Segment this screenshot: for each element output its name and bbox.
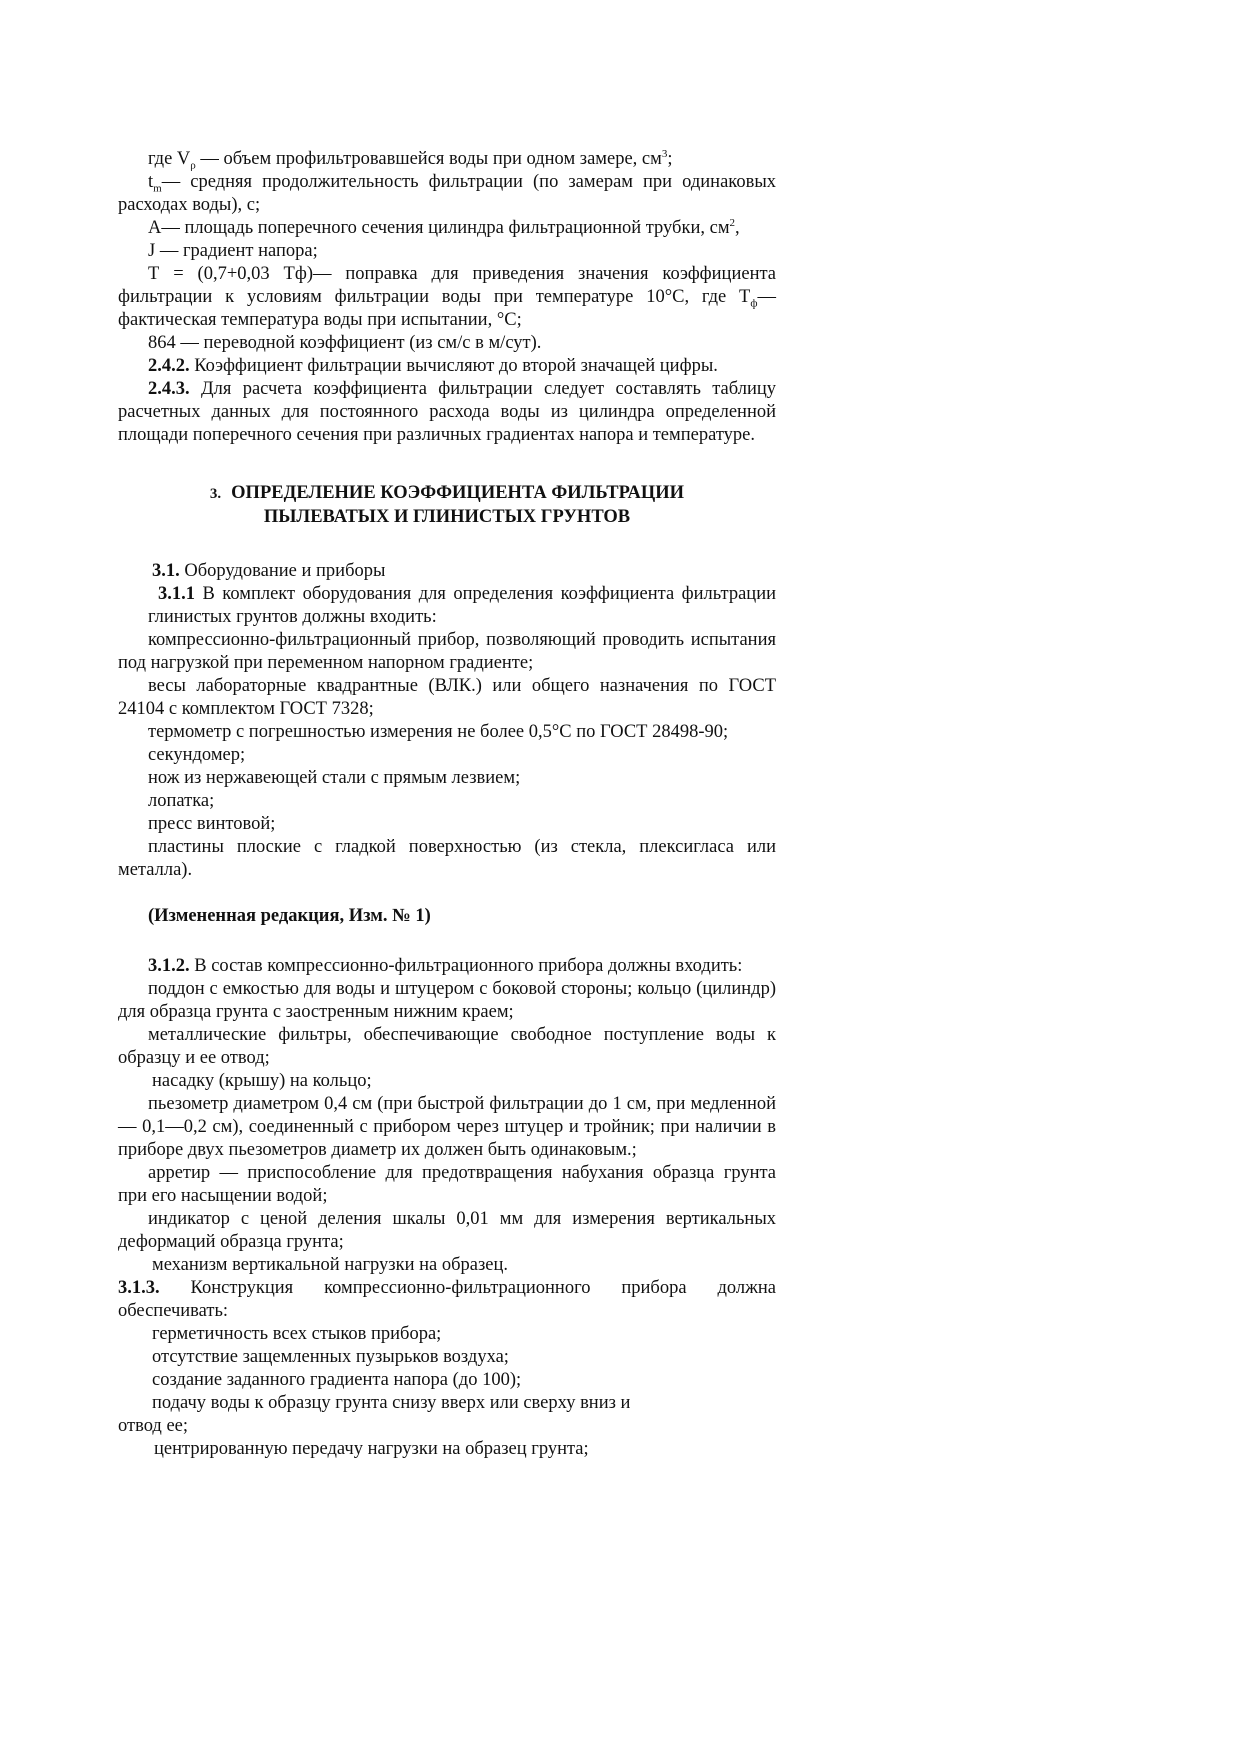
- list-item: центрированную передачу нагрузки на образец грунта;: [154, 1439, 589, 1459]
- list-item: пластины плоские с гладкой поверхностью (из стекла, плексигласа или металла).: [118, 837, 776, 880]
- clause-3-1-2: 3.1.2. В состав компрессионно-фильтрационного прибора должны входить:: [148, 956, 743, 976]
- spacer: [118, 447, 776, 470]
- list-item: нож из нержавеющей стали с прямым лезвием;: [148, 768, 521, 788]
- list-item: пьезометр диаметром 0,4 см (при быстрой фильтрации до 1 см, при медленной — 0,1—0,2 см), соединенный с прибором через штуцер и тройник; при наличии в приборе двух пьезометров диаметр их должен быть одинаковым.;: [118, 1094, 776, 1160]
- list-item: арретир — приспособление для предотвращения набухания образца грунта при его насыщении водой;: [118, 1163, 776, 1206]
- definition-864: 864 — переводной коэффициент (из см/с в м/сут).: [148, 333, 542, 353]
- definition-vp: где $V_\rho$ — объем профильтровавшейся воды при одном замере, $см^3$;: [148, 147, 673, 172]
- clause-3-1-3: 3.1.3. Конструкция компрессионно-фильтрационного прибора должна обеспечивать:: [118, 1278, 776, 1321]
- clause-2-4-3: 2.4.3. Для расчета коэффициента фильтрации следует составлять таблицу расчетных данных для постоянного расхода воды из цилиндра определенной площади поперечного сечения при различных градиентах напора и температуре.: [118, 379, 776, 445]
- list-item: подачу воды к образцу грунта снизу вверх или сверху вниз и: [152, 1393, 631, 1413]
- document-page: [118, 148, 776, 1461]
- list-item: секундомер;: [148, 745, 246, 765]
- list-item: поддон с емкостью для воды и штуцером с боковой стороны; кольцо (цилиндр) для образца грунта с заостренным нижним краем;: [118, 979, 776, 1022]
- spacer: [118, 529, 776, 552]
- list-item: герметичность всех стыков прибора;: [152, 1324, 442, 1344]
- list-item: механизм вертикальной нагрузки на образец.: [152, 1255, 509, 1275]
- definition-t: Т = (0,7+0,03 Тф)— поправка для приведения значения коэффициента фильтрации к условиям фильтрации воды при температуре 10°С, где $Т_ф—$ фактическая температура воды при испытании, °С;: [118, 264, 776, 330]
- clause-3-1-1: 3.1.1 В комплект оборудования для определения коэффициента фильтрации глинистых грунтов должны входить:: [148, 584, 776, 627]
- list-item: весы лабораторные квадрантные (ВЛК.) или общего назначения по ГОСТ 24104 с комплектом ГОСТ 7328;: [118, 676, 776, 719]
- spacer: [118, 928, 776, 951]
- list-item: отсутствие защемленных пузырьков воздуха;: [152, 1347, 509, 1367]
- definition-j: J — градиент напора;: [148, 241, 318, 261]
- definition-tm: $t_m—$ средняя продолжительность фильтрации (по замерам при одинаковых расходах воды), с;: [118, 172, 776, 215]
- amendment-note: (Измененная редакция, Изм. № 1): [148, 906, 431, 926]
- clause-3-1: 3.1. Оборудование и приборы: [152, 561, 386, 581]
- spacer: [118, 882, 776, 905]
- clause-2-4-2: 2.4.2. Коэффициент фильтрации вычисляют до второй значащей цифры.: [148, 356, 718, 376]
- list-item: лопатка;: [148, 791, 215, 811]
- section-3-heading: 3. ОПРЕДЕЛЕНИЕ КОЭФФИЦИЕНТА ФИЛЬТРАЦИИ ПЫЛЕВАТЫХ И ГЛИНИСТЫХ ГРУНТОВ: [209, 483, 685, 527]
- list-item: термометр с погрешностью измерения не более 0,5°С по ГОСТ 28498-90;: [148, 722, 729, 742]
- list-item: металлические фильтры, обеспечивающие свободное поступление воды к образцу и ее отвод;: [118, 1025, 776, 1068]
- list-item: индикатор с ценой деления шкалы 0,01 мм для измерения вертикальных деформаций образца грунта;: [118, 1209, 776, 1252]
- list-item: пресс винтовой;: [148, 814, 276, 834]
- definition-a: А— площадь поперечного сечения цилиндра фильтрационной трубки, $см^2$,: [148, 216, 740, 238]
- list-item: создание заданного градиента напора (до 100);: [152, 1370, 522, 1390]
- list-item: насадку (крышу) на кольцо;: [152, 1071, 372, 1091]
- spacer: [118, 470, 776, 482]
- spacer: [118, 552, 776, 560]
- list-item-continuation: отвод ее;: [118, 1416, 189, 1436]
- list-item: компрессионно-фильтрационный прибор, позволяющий проводить испытания под нагрузкой при переменном напорном градиенте;: [118, 630, 776, 673]
